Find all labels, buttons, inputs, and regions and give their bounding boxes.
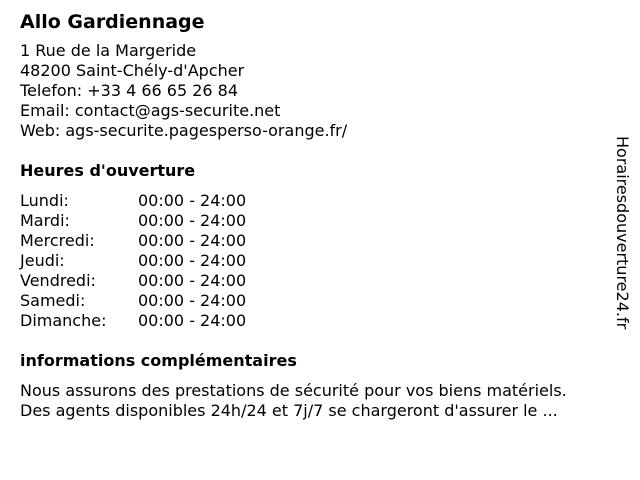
time-range: 00:00 - 24:00	[138, 191, 247, 210]
hours-row	[20, 211, 610, 231]
day-label: Lundi:	[20, 191, 69, 210]
business-name: Allo Gardiennage	[20, 11, 205, 33]
day-label: Mardi:	[20, 211, 70, 230]
hours-row	[20, 251, 610, 271]
day-label: Dimanche:	[20, 311, 107, 330]
email-line: Email: contact@ags-securite.net	[20, 101, 281, 120]
description-line: Nous assurons des prestations de sécurité pour vos biens matériels.	[20, 381, 567, 400]
business-info	[20, 9, 610, 421]
hours-row	[20, 191, 610, 211]
additional-info-heading: informations complémentaires	[20, 351, 297, 370]
description-line: Des agents disponibles 24h/24 et 7j/7 se chargeront d'assurer le ...	[20, 401, 558, 420]
day-label: Vendredi:	[20, 271, 96, 290]
time-range: 00:00 - 24:00	[138, 271, 247, 290]
day-label: Jeudi:	[20, 251, 65, 270]
street-address: 1 Rue de la Margeride	[20, 41, 197, 60]
time-range: 00:00 - 24:00	[138, 211, 247, 230]
hours-row	[20, 271, 610, 291]
time-range: 00:00 - 24:00	[138, 291, 247, 310]
day-label: Mercredi:	[20, 231, 95, 250]
site-brand-vertical: Horairesdouverture24.fr	[613, 136, 632, 330]
hours-row	[20, 231, 610, 251]
phone-line: Telefon: +33 4 66 65 26 84	[20, 81, 239, 100]
opening-hours-heading: Heures d'ouverture	[20, 161, 196, 180]
time-range: 00:00 - 24:00	[138, 311, 247, 330]
city-address: 48200 Saint-Chély-d'Apcher	[20, 61, 245, 80]
hours-row	[20, 311, 610, 331]
time-range: 00:00 - 24:00	[138, 231, 247, 250]
opening-hours-table	[20, 191, 610, 331]
time-range: 00:00 - 24:00	[138, 251, 247, 270]
website-line: Web: ags-securite.pagesperso-orange.fr/	[20, 121, 348, 140]
hours-row	[20, 291, 610, 311]
day-label: Samedi:	[20, 291, 86, 310]
